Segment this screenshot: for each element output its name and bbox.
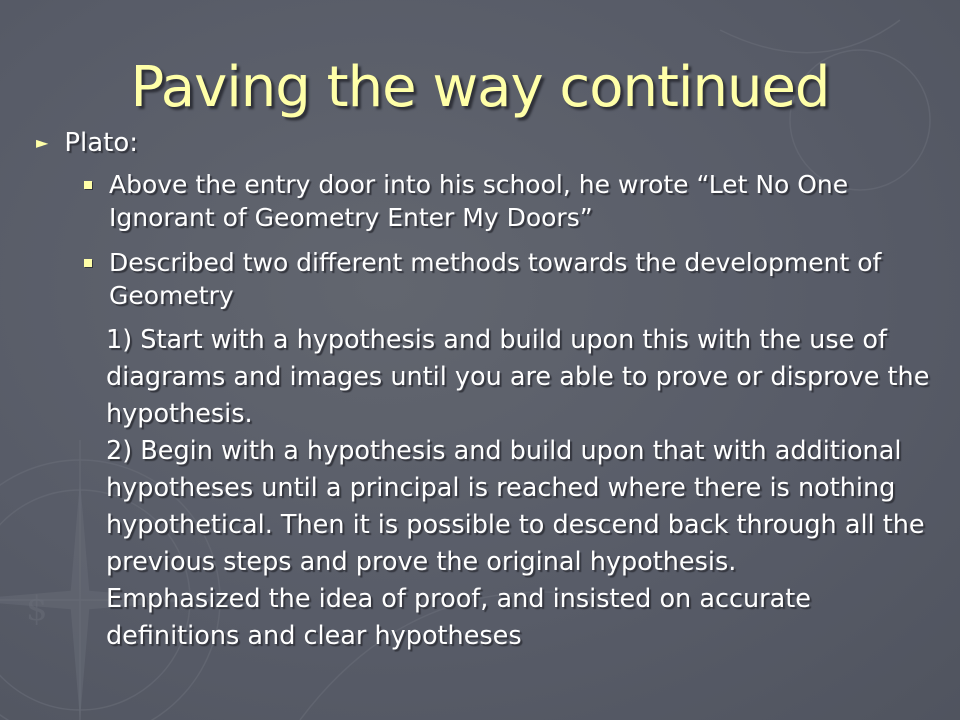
emphasis-paragraph: Emphasized the idea of proof, and insisted on accurate definitions and clear hypotheses	[106, 584, 811, 651]
square-bullet-icon	[84, 181, 92, 189]
slide-title: Paving the way continued	[130, 55, 830, 120]
right-triangle-arrow-icon: ►	[36, 133, 49, 152]
level2-bullet-text: Above the entry door into his school, he wrote “Let No One Ignorant of Geometry Enter My Doors”	[109, 170, 849, 232]
level1-bullet-text: Plato:	[64, 128, 139, 158]
level2-bullet-item	[84, 168, 924, 234]
square-bullet-icon	[84, 259, 92, 267]
level1-bullet-item	[36, 124, 138, 162]
method-one-paragraph: 1) Start with a hypothesis and build upon this with the use of diagrams and images until you are able to prove or disprove the hypothesis.	[106, 325, 930, 429]
method-two-paragraph: 2) Begin with a hypothesis and build upon that with additional hypotheses until a principal is reached where there is nothing hypothetical. Then it is possible to descend back through all the previous steps and prove the original hypothesis.	[106, 436, 925, 577]
body-paragraphs	[106, 322, 946, 655]
svg-text:$: $	[26, 589, 48, 629]
level2-bullet-text: Described two different methods towards the development of Geometry	[109, 248, 882, 310]
level2-bullet-item	[84, 246, 924, 312]
